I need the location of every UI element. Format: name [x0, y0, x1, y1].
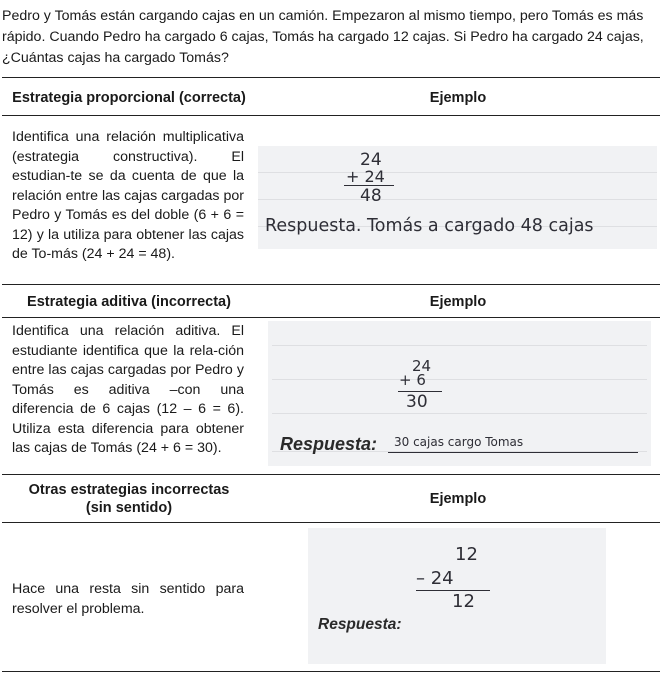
student-work-proportional	[258, 146, 657, 249]
answer-underline	[388, 452, 638, 453]
strategy-header-proportional: Estrategia proporcional (correcta)	[12, 90, 246, 106]
strategy-header-additive: Estrategia aditiva (incorrecta)	[27, 294, 231, 310]
divider	[2, 115, 660, 116]
divider	[2, 317, 660, 318]
student-work-other	[308, 528, 606, 664]
handwritten-result: 48	[360, 186, 382, 206]
handwritten-addend-2: + 24	[346, 167, 385, 186]
handwritten-answer: 30 cajas cargo Tomas	[394, 435, 524, 449]
answer-label: Respuesta:	[280, 434, 378, 454]
description-proportional: Identifica una relación multiplicativa (estrategia constructiva). El estudian-te se da cuenta de que la relación entre las cajas cargadas por Pedro y Tomás es del doble (6 + 6 = 12) y la utiliza para obtener las cajas de To-más (24 + 24 = 48).	[12, 129, 244, 262]
problem-statement: Pedro y Tomás están cargando cajas en un camión. Empezaron al mismo tiempo, pero Tomás es más rápido. Cuando Pedro ha cargado 6 cajas, Tomás ha cargado 12 cajas. Si Pedro ha cargado 24 cajas, ¿Cuántas cajas ha cargado Tomás?	[2, 8, 644, 66]
handwritten-result: 30	[406, 392, 428, 412]
strategy-header-other	[2, 481, 256, 517]
example-header-2: Ejemplo	[429, 294, 487, 310]
answer-label: Respuesta:	[318, 616, 402, 633]
strategy-header-line-1: Otras estrategias incorrectas	[28, 482, 230, 498]
handwritten-addend-2: + 6	[399, 371, 426, 389]
handwritten-addend-1: 24	[412, 357, 432, 375]
table-bottom-border	[2, 671, 660, 672]
handwritten-subtrahend: – 24	[416, 568, 454, 589]
handwritten-minuend: 12	[455, 544, 478, 565]
handwritten-result: 12	[452, 591, 475, 612]
handwritten-addend-1: 24	[360, 150, 382, 170]
description-other: Hace una resta sin sentido para resolver el problema.	[12, 581, 244, 617]
example-header-3: Ejemplo	[429, 491, 487, 507]
divider	[2, 474, 660, 475]
handwritten-answer: Respuesta. Tomás a cargado 48 cajas	[265, 216, 594, 236]
table-top-border	[2, 77, 660, 78]
divider	[2, 522, 660, 523]
example-header-1: Ejemplo	[429, 90, 487, 106]
strategy-header-line-2: (sin sentido)	[85, 500, 173, 516]
divider	[2, 284, 660, 285]
student-work-additive	[268, 321, 651, 466]
description-additive: Identifica una relación aditiva. El estudiante identifica que la rela-ción entre las cajas cargadas por Pedro y Tomás es aditiva –con una diferencia de 6 cajas (12 – 6 = 6). Utiliza esta diferencia para obtener las cajas de Tomás (24 + 6 = 30).	[12, 323, 244, 456]
